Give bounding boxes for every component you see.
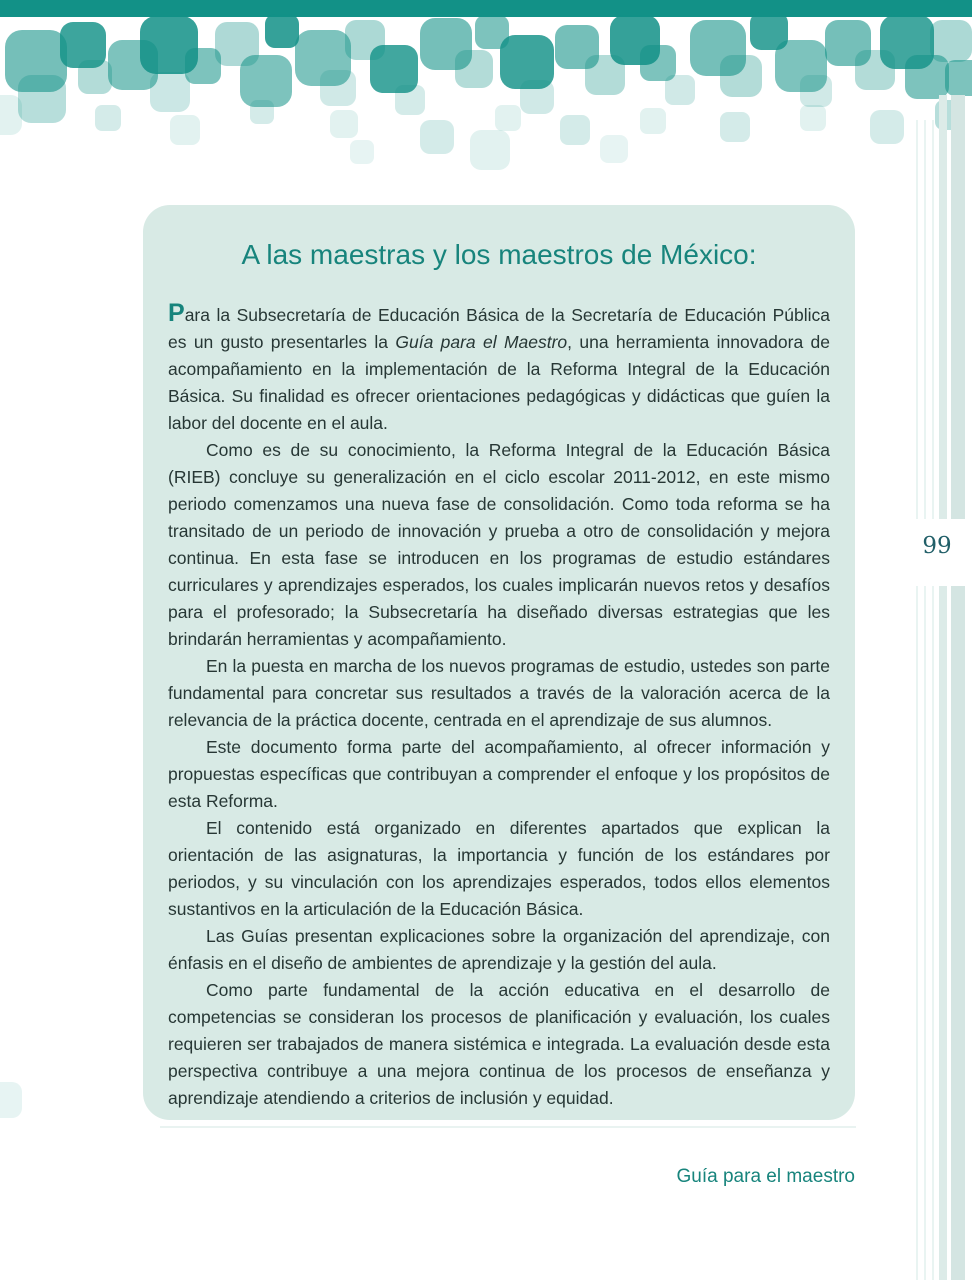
header-mosaic — [0, 0, 972, 190]
decor-square — [395, 85, 425, 115]
decor-square — [95, 105, 121, 131]
paragraph: Las Guías presentan explicaciones sobre la organización del aprendizaje, con énfasis en el diseño de ambientes de aprendizaje y la gestión del aula. — [168, 926, 830, 973]
decor-square — [5, 30, 67, 92]
decor-square — [60, 22, 106, 68]
decor-square — [475, 15, 509, 49]
paragraph: Para la Subsecretaría de Educación Básica de la Secretaría de Educación Pública es un gusto presentarles la Guía para el Maestro, una herramienta innovadora de acompañamiento en la implementación de la Reforma Integral de la Educación Básica. Su finalidad es ofrecer orientaciones pedagógicas y didácticas que guíen la labor del docente en el aula. — [168, 299, 831, 433]
decor-square — [775, 40, 827, 92]
decor-square — [600, 135, 628, 163]
content-box — [143, 205, 855, 1120]
decor-square — [18, 75, 66, 123]
decor-stripe — [916, 120, 918, 1280]
decor-square — [240, 55, 292, 107]
paragraph: Este documento forma parte del acompañamiento, al ofrecer información y propuestas específicas que contribuyan a comprender el enfoque y los propósitos de esta Reforma. — [168, 737, 830, 811]
decor-square — [825, 20, 871, 66]
paragraph: El contenido está organizado en diferentes apartados que explican la orientación de las asignaturas, la importancia y función de los estándares por periodos, y su vinculación con los aprendizajes esperados, todos ellos elementos sustantivos en la articulación de la Educación Básica. — [168, 818, 830, 919]
body-paragraphs — [168, 301, 830, 1112]
right-edge-stripes — [902, 0, 972, 1280]
drop-cap: P — [168, 299, 185, 327]
decor-square — [870, 110, 904, 144]
decor-square — [420, 18, 472, 70]
paragraph: Como es de su conocimiento, la Reforma Integral de la Educación Básica (RIEB) concluye su generalización en el ciclo escolar 2011-2012, en este mismo periodo comenzamos una nueva fase de consolidación. Como toda reforma se ha transitado de un periodo de innovación y prueba a otro de consolidación y mejora continua. En esta fase se introducen en los programas de estudio estándares curriculares y aprendizajes esperados, los cuales implicarán nuevos retos y desafíos para el profesorado; la Subsecretaría ha diseñado diversas estrategias que les brindarán herramientas y acompañamiento. — [168, 440, 830, 649]
decor-stripe — [939, 95, 947, 1280]
decor-square — [500, 35, 554, 89]
decor-square — [520, 80, 554, 114]
paragraph: En la puesta en marcha de los nuevos programas de estudio, ustedes son parte fundamental para concretar sus resultados a través de la valoración acerca de la relevancia de la práctica docente, centrada en el aprendizaje de sus alumnos. — [168, 656, 830, 730]
decor-square — [800, 75, 832, 107]
decor-square — [320, 70, 356, 106]
decor-square — [170, 115, 200, 145]
decor-stripe — [932, 120, 934, 1280]
decor-square — [585, 55, 625, 95]
page-number-band — [902, 519, 972, 586]
decor-square — [855, 50, 895, 90]
decor-stripe — [924, 120, 926, 1280]
decor-square — [640, 45, 676, 81]
decor-square — [295, 30, 351, 86]
paragraph: Como parte fundamental de la acción educativa en el desarrollo de competencias se consideran los procesos de planificación y evaluación, los cuales requieren ser trabajados de manera sistémica e integrada. La evaluación desde esta perspectiva contribuye a una mejora continua de los procesos de enseñanza y aprendizaje atendiendo a criterios de inclusión y equidad. — [168, 980, 830, 1108]
decor-square — [265, 14, 299, 48]
decor-square — [665, 75, 695, 105]
decor-square — [185, 48, 221, 84]
decor-square — [690, 20, 746, 76]
decor-square — [610, 15, 660, 65]
page-number: 99 — [922, 533, 952, 559]
decor-square — [455, 50, 493, 88]
decor-square — [108, 40, 158, 90]
decor-square — [150, 72, 190, 112]
decor-square — [330, 110, 358, 138]
decor-square — [370, 45, 418, 93]
header-bar — [0, 0, 972, 17]
page-title: A las maestras y los maestros de México: — [241, 239, 757, 270]
decor-square — [750, 12, 788, 50]
decor-square — [720, 112, 750, 142]
decor-square — [640, 108, 666, 134]
decor-square — [420, 120, 454, 154]
box-shadow-line — [160, 1126, 856, 1128]
decor-square — [250, 100, 274, 124]
decor-square — [350, 140, 374, 164]
decor-square — [495, 105, 521, 131]
footer-text: Guía para el maestro — [676, 1166, 855, 1187]
decor-square — [555, 25, 599, 69]
decor-square — [78, 60, 112, 94]
decor-square — [345, 20, 385, 60]
decor-square — [720, 55, 762, 97]
decor-square — [140, 16, 198, 74]
decor-square — [215, 22, 259, 66]
decor-square — [470, 130, 510, 170]
corner-decor-square — [0, 1082, 22, 1118]
decor-square — [560, 115, 590, 145]
decor-square — [800, 105, 826, 131]
decor-stripe — [951, 95, 965, 1280]
decor-square — [0, 95, 22, 135]
